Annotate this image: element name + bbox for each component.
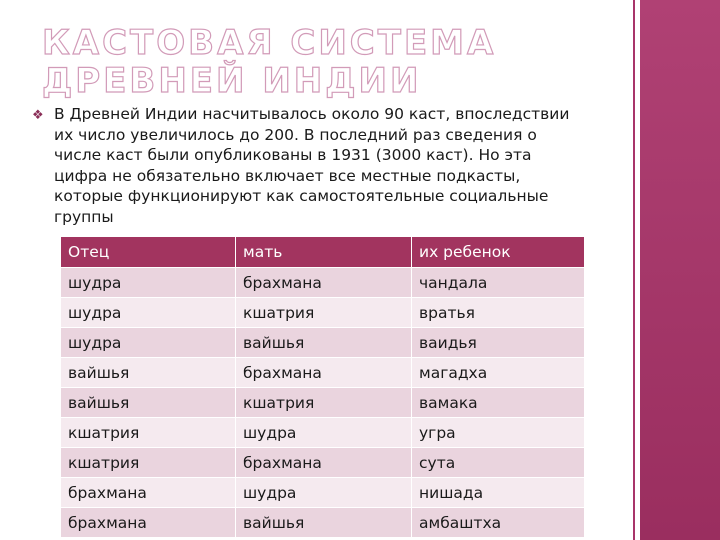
table-cell: угра <box>412 418 585 448</box>
table-cell: вамака <box>412 388 585 418</box>
table-row <box>61 298 585 328</box>
ornament-bullet-icon: ❖ <box>32 108 44 123</box>
header-child: их ребенок <box>412 237 585 268</box>
bullet-text: В Древней Индии насчитывалось около 90 каст, впоследствии их число увеличилось до 200. В последний раз сведения о числе каст были опубликованы в 1931 (3000 каст). Но эта цифра не обязательно включает все местные подкасты, которые функционируют как самостоятельные социальные группы <box>54 105 570 226</box>
table-cell: вайшья <box>61 358 236 388</box>
header-mother: мать <box>236 237 412 268</box>
table-row <box>61 268 585 298</box>
table-cell: брахмана <box>236 268 412 298</box>
table-cell: вайшья <box>61 388 236 418</box>
table-cell: вратья <box>412 298 585 328</box>
table-cell: магадха <box>412 358 585 388</box>
table-row <box>61 328 585 358</box>
table-cell: кшатрия <box>236 298 412 328</box>
table-cell: кшатрия <box>61 418 236 448</box>
table-header-row <box>61 237 585 268</box>
table-row <box>61 478 585 508</box>
table-cell: шудра <box>61 328 236 358</box>
table-cell: амбаштха <box>412 508 585 538</box>
table-cell: сута <box>412 448 585 478</box>
table-cell: брахмана <box>236 358 412 388</box>
table-cell: кшатрия <box>236 388 412 418</box>
table-row <box>61 358 585 388</box>
side-divider-line <box>633 0 635 540</box>
header-father: Отец <box>61 237 236 268</box>
side-accent-bar <box>640 0 720 540</box>
table-row <box>61 388 585 418</box>
table-cell: нишада <box>412 478 585 508</box>
table-cell: шудра <box>236 418 412 448</box>
table-cell: ваидья <box>412 328 585 358</box>
table-cell: шудра <box>61 268 236 298</box>
table-cell: брахмана <box>236 448 412 478</box>
table-cell: вайшья <box>236 328 412 358</box>
slide-title: КАСТОВАЯ СИСТЕМА ДРЕВНЕЙ ИНДИИ <box>42 23 497 101</box>
table-cell: брахмана <box>61 478 236 508</box>
caste-table <box>60 236 585 538</box>
bullet-item <box>32 104 587 228</box>
table-cell: брахмана <box>61 508 236 538</box>
table-row <box>61 508 585 538</box>
table-cell: шудра <box>236 478 412 508</box>
table-cell: вайшья <box>236 508 412 538</box>
table-cell: шудра <box>61 298 236 328</box>
table-row <box>61 418 585 448</box>
table-cell: чандала <box>412 268 585 298</box>
table-cell: кшатрия <box>61 448 236 478</box>
table-row <box>61 448 585 478</box>
